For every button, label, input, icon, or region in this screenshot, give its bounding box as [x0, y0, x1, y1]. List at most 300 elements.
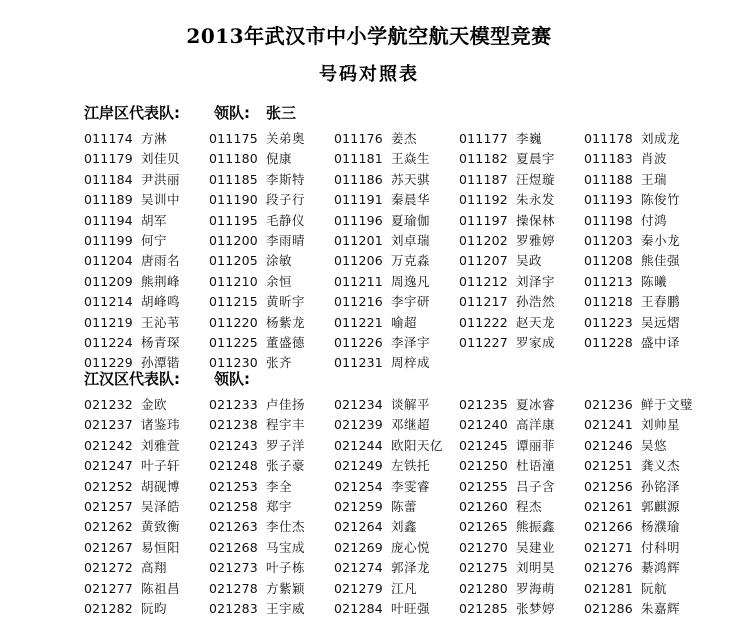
entry-item: [334, 211, 451, 231]
entry-name: 龚义杰: [641, 458, 681, 474]
entry-name: 谈解平: [391, 397, 431, 412]
entry-item: [459, 190, 576, 210]
entry-code: 021249: [334, 458, 383, 474]
entry-code: 021247: [84, 458, 133, 474]
entry-name: 周梓成: [391, 355, 431, 371]
entry-item: [584, 395, 701, 415]
entry-code: 021260: [459, 499, 508, 514]
entry-code: 021265: [459, 519, 508, 535]
entry-item: [459, 558, 576, 578]
entry-item: [209, 517, 326, 537]
entry-item: [459, 272, 576, 292]
entry-code: 021270: [459, 539, 508, 555]
entry-name: 罗子洋: [266, 437, 306, 453]
entry-name: 熊荆峰: [141, 273, 181, 289]
entry-name: 罗海萌: [516, 580, 556, 596]
entry-name: 李斯特: [266, 171, 306, 187]
entry-code: 021240: [459, 417, 508, 433]
entry-name: 段子行: [266, 192, 306, 208]
entry-code: 011216: [334, 294, 383, 310]
entry-code: 011195: [209, 212, 258, 228]
entry-name: 李仕杰: [266, 519, 306, 535]
entry-name: 卢佳扬: [266, 397, 306, 412]
entry-name: 刘明昊: [516, 560, 556, 576]
entry-item: [584, 170, 701, 190]
entry-code: 011199: [84, 233, 133, 248]
entry-code: 021284: [334, 601, 383, 616]
entry-code: 011190: [209, 192, 258, 208]
entry-code: 011230: [209, 355, 258, 371]
entry-name: 方淋: [141, 131, 168, 146]
entry-name: 刘帅星: [641, 417, 681, 433]
entry-name: 阮昀: [141, 601, 168, 616]
entry-name: 孙潭锴: [141, 355, 181, 371]
entry-code: 011218: [584, 294, 633, 310]
entry-item: [334, 538, 451, 558]
entry-name: 肖波: [641, 151, 668, 167]
entry-code: 011229: [84, 355, 133, 371]
entry-code: 021259: [334, 499, 383, 514]
entry-item: [459, 517, 576, 537]
entry-code: 021268: [209, 539, 258, 555]
entry-name: 董盛德: [266, 335, 306, 350]
entry-item: [459, 129, 576, 149]
entry-item: [334, 272, 451, 292]
entry-name: 刘泽宇: [516, 273, 556, 289]
entry-name: 余恒: [266, 273, 293, 289]
entry-item: [584, 558, 701, 578]
entry-code: 011194: [84, 212, 133, 228]
entry-name: 方紫颖: [266, 580, 306, 596]
entry-name: 王瑞: [641, 171, 668, 187]
entry-item: [84, 313, 201, 333]
entry-name: 涂敏: [266, 253, 293, 269]
entry-name: 郑宇: [266, 499, 293, 514]
entry-code: 011181: [334, 151, 383, 167]
entry-code: 011202: [459, 233, 508, 248]
entry-code: 021286: [584, 601, 633, 616]
entry-item: [584, 149, 701, 169]
entry-name: 张齐: [266, 355, 293, 371]
entry-item: [209, 395, 326, 415]
entry-name: 罗雅婷: [516, 233, 556, 248]
entry-item: [209, 538, 326, 558]
entry-name: 陈蕾: [391, 499, 418, 514]
entry-name: 孙浩然: [516, 294, 556, 310]
entry-name: 倪康: [266, 151, 293, 167]
entry-name: 易恒阳: [141, 539, 181, 555]
entry-name: 陈祖昌: [141, 580, 181, 596]
entry-code: 021266: [584, 519, 633, 535]
entry-item: [584, 292, 701, 312]
entry-item: [334, 497, 451, 517]
entry-code: 021274: [334, 560, 383, 576]
entry-code: 021250: [459, 458, 508, 474]
entry-name: 綦鸿辉: [641, 560, 681, 576]
entry-code: 011222: [459, 314, 508, 330]
entry-code: 011224: [84, 335, 133, 350]
entry-code: 021281: [584, 580, 633, 596]
entry-item: [584, 477, 701, 497]
entry-item: [209, 497, 326, 517]
entry-code: 021242: [84, 437, 133, 453]
entry-name: 叶子栋: [266, 560, 306, 576]
entry-code: 011211: [334, 273, 383, 289]
entry-code: 021244: [334, 437, 383, 453]
entry-name: 毛静仪: [266, 212, 306, 228]
entry-name: 邓继超: [391, 417, 431, 433]
entry-code: 021253: [209, 478, 258, 494]
entry-item: [84, 395, 201, 415]
entry-name: 朱嘉辉: [641, 601, 681, 616]
entry-code: 021257: [84, 499, 133, 514]
entry-code: 011187: [459, 171, 508, 187]
entry-item: [459, 599, 576, 619]
entry-code: 011197: [459, 212, 508, 228]
entry-code: 021258: [209, 499, 258, 514]
entry-item: [334, 558, 451, 578]
entry-name: 唐雨名: [141, 253, 181, 269]
entry-item: [459, 149, 576, 169]
entry-item: [334, 251, 451, 271]
entry-name: 夏瑜伽: [391, 212, 431, 228]
entry-name: 江凡: [391, 580, 418, 596]
entry-code: 011193: [584, 192, 633, 208]
entry-name: 李泽宇: [391, 335, 431, 350]
entry-item: [459, 313, 576, 333]
entry-code: 011186: [334, 171, 383, 187]
entry-item: [584, 231, 701, 251]
entry-code: 011204: [84, 253, 133, 269]
entry-item: [84, 415, 201, 435]
entry-code: 011209: [84, 273, 133, 289]
entry-name: 黄致衡: [141, 519, 181, 535]
entry-name: 诸鉴玮: [141, 417, 181, 433]
entry-code: 021283: [209, 601, 258, 616]
entry-name: 夏晨宇: [516, 151, 556, 167]
entry-code: 021272: [84, 560, 133, 576]
entry-item: [459, 456, 576, 476]
entry-name: 刘成龙: [641, 131, 681, 146]
entry-item: [459, 292, 576, 312]
entry-item: [584, 211, 701, 231]
entry-code: 021264: [334, 519, 383, 535]
entry-item: [459, 333, 576, 353]
entry-name: 张子豪: [266, 458, 306, 474]
entry-code: 011221: [334, 314, 383, 330]
entry-name: 刘佳贝: [141, 151, 181, 167]
entry-code: 021251: [584, 458, 633, 474]
entry-name: 鲜于文璧: [641, 397, 694, 412]
entry-name: 秦小龙: [641, 233, 681, 248]
leader-name: 张三: [266, 104, 297, 122]
entry-code: 011210: [209, 273, 258, 289]
entry-name: 阮航: [641, 580, 668, 596]
entry-name: 郭泽龙: [391, 560, 431, 576]
entry-item: [459, 415, 576, 435]
entry-code: 011189: [84, 192, 133, 208]
entry-item: [334, 599, 451, 619]
entry-item: [209, 599, 326, 619]
entry-item: [209, 579, 326, 599]
section-header: [84, 368, 734, 388]
entry-name: 庞心悦: [391, 539, 431, 555]
entry-code: 021271: [584, 539, 633, 555]
entry-name: 盛中译: [641, 335, 681, 350]
entry-code: 011203: [584, 233, 633, 248]
entry-item: [584, 333, 701, 353]
entry-item: [584, 129, 701, 149]
entry-code: 011219: [84, 314, 133, 330]
entry-item: [334, 333, 451, 353]
entry-code: 011184: [84, 171, 133, 187]
entry-item: [459, 395, 576, 415]
entry-name: 胡砚博: [141, 478, 181, 494]
entry-item: [584, 517, 701, 537]
entry-code: 011226: [334, 335, 383, 350]
entry-name: 吴建业: [516, 539, 556, 555]
entry-code: 011177: [459, 131, 508, 146]
entry-name: 李雨晴: [266, 233, 306, 248]
entry-item: [84, 538, 201, 558]
entry-item: [584, 313, 701, 333]
entry-code: 011212: [459, 273, 508, 289]
entry-name: 李全: [266, 478, 293, 494]
entry-code: 011200: [209, 233, 258, 248]
entry-code: 011192: [459, 192, 508, 208]
entry-name: 王宇威: [266, 601, 306, 616]
document-subtitle: 号码对照表: [319, 64, 419, 85]
entry-name: 陈曦: [641, 273, 668, 289]
entry-item: [459, 538, 576, 558]
entry-name: 张梦婷: [516, 601, 556, 616]
entry-name: 李宇研: [391, 294, 431, 310]
entry-code: 021277: [84, 580, 133, 596]
entry-item: [84, 170, 201, 190]
entry-code: 021239: [334, 417, 383, 433]
entry-name: 欧阳天亿: [391, 437, 444, 453]
entry-item: [209, 456, 326, 476]
entry-code: 011205: [209, 253, 258, 269]
entry-code: 011220: [209, 314, 258, 330]
entry-item: [209, 170, 326, 190]
entry-name: 马宝成: [266, 539, 306, 555]
entry-item: [209, 272, 326, 292]
entry-code: 021275: [459, 560, 508, 576]
entry-name: 李巍: [516, 131, 543, 146]
entry-code: 021262: [84, 519, 133, 535]
entry-name: 黄昕宇: [266, 294, 306, 310]
entry-item: [459, 436, 576, 456]
entry-name: 谭丽菲: [516, 437, 556, 453]
entry-name: 关弟奥: [266, 131, 306, 146]
entry-code: 011196: [334, 212, 383, 228]
entry-item: [84, 251, 201, 271]
entry-code: 021243: [209, 437, 258, 453]
entry-item: [584, 456, 701, 476]
entry-name: 尹洪丽: [141, 171, 181, 187]
entry-item: [584, 538, 701, 558]
entry-name: 叶子轩: [141, 458, 181, 474]
entry-item: [334, 579, 451, 599]
entry-code: 021279: [334, 580, 383, 596]
entry-item: [209, 129, 326, 149]
entry-item: [334, 292, 451, 312]
entry-item: [459, 231, 576, 251]
entry-code: 011178: [584, 131, 633, 146]
entry-code: 011182: [459, 151, 508, 167]
entry-code: 021263: [209, 519, 258, 535]
entry-code: 021241: [584, 417, 633, 433]
entry-name: 杨紫龙: [266, 314, 306, 330]
leader-label: 领队:: [214, 370, 250, 388]
entry-name: 高洋康: [516, 417, 556, 433]
entry-code: 011201: [334, 233, 383, 248]
entry-code: 021255: [459, 478, 508, 494]
entry-item: [84, 456, 201, 476]
entry-name: 熊佳强: [641, 253, 681, 269]
entry-item: [334, 415, 451, 435]
entry-item: [459, 477, 576, 497]
entry-item: [209, 292, 326, 312]
entry-item: [209, 558, 326, 578]
entry-name: 喻超: [391, 314, 418, 330]
entry-code: 011174: [84, 131, 133, 146]
leader-label: 领队:: [214, 104, 250, 122]
entry-name: 姜杰: [391, 131, 418, 146]
entry-item: [334, 231, 451, 251]
entry-name: 高翔: [141, 560, 168, 576]
entry-item: [334, 436, 451, 456]
entry-code: 011176: [334, 131, 383, 146]
entry-item: [84, 436, 201, 456]
entry-name: 罗家成: [516, 335, 556, 350]
entry-item: [209, 190, 326, 210]
entry-name: 吴政: [516, 253, 543, 269]
entry-name: 李雯睿: [391, 478, 431, 494]
entry-name: 杜语潼: [516, 458, 556, 474]
entry-code: 011227: [459, 335, 508, 350]
entry-item: [584, 599, 701, 619]
entry-item: [334, 313, 451, 333]
entry-code: 011179: [84, 151, 133, 167]
entry-code: 021236: [584, 397, 633, 412]
entry-name: 杨青琛: [141, 335, 181, 350]
entry-name: 秦晨华: [391, 192, 431, 208]
entry-code: 021278: [209, 580, 258, 596]
entry-code: 021234: [334, 397, 383, 412]
entry-code: 011207: [459, 253, 508, 269]
team-label: 江岸区代表队:: [84, 104, 180, 122]
entry-code: 021273: [209, 560, 258, 576]
entry-code: 021235: [459, 397, 508, 412]
entry-code: 011231: [334, 355, 383, 371]
entry-item: [334, 149, 451, 169]
entry-code: 011180: [209, 151, 258, 167]
entry-item: [84, 231, 201, 251]
entry-item: [84, 558, 201, 578]
entry-item: [459, 579, 576, 599]
section-jianghan: [84, 368, 734, 616]
section-jiangan: [84, 102, 734, 371]
entry-name: 吕子含: [516, 478, 556, 494]
entry-name: 吴泽皓: [141, 499, 181, 514]
entry-item: [209, 149, 326, 169]
entry-name: 杨濮瑜: [641, 519, 681, 535]
entry-name: 汪煜璇: [516, 171, 556, 187]
entry-item: [209, 436, 326, 456]
entry-item: [459, 251, 576, 271]
entry-item: [84, 272, 201, 292]
entry-name: 郭麒源: [641, 499, 681, 514]
entry-name: 朱永发: [516, 192, 556, 208]
entry-name: 何宁: [141, 233, 168, 248]
entry-name: 程杰: [516, 499, 543, 514]
entry-item: [584, 497, 701, 517]
entry-item: [334, 129, 451, 149]
entry-code: 021254: [334, 478, 383, 494]
entry-item: [584, 190, 701, 210]
entry-item: [209, 477, 326, 497]
entry-code: 011213: [584, 273, 633, 289]
entry-name: 吴悠: [641, 437, 668, 453]
entry-item: [334, 395, 451, 415]
entry-code: 021233: [209, 397, 258, 412]
entry-item: [334, 190, 451, 210]
entry-code: 011215: [209, 294, 258, 310]
entry-code: 021280: [459, 580, 508, 596]
section-header: [84, 102, 734, 122]
entry-name: 刘卓瑞: [391, 233, 431, 248]
entry-code: 011183: [584, 151, 633, 167]
entry-item: [209, 415, 326, 435]
entry-item: [209, 231, 326, 251]
document-title: 2013年武汉市中小学航空航天模型竞赛: [186, 24, 552, 48]
entry-name: 程宇丰: [266, 417, 306, 433]
entry-code: 021237: [84, 417, 133, 433]
entry-name: 左铁托: [391, 458, 431, 474]
entry-code: 011223: [584, 314, 633, 330]
entry-code: 011225: [209, 335, 258, 350]
entry-name: 吴远熠: [641, 314, 681, 330]
entry-item: [84, 129, 201, 149]
entry-name: 刘鑫: [391, 519, 418, 535]
entry-name: 刘雅萱: [141, 437, 181, 453]
entry-code: 011185: [209, 171, 258, 187]
entry-item: [334, 477, 451, 497]
entry-code: 021232: [84, 397, 133, 412]
entry-code: 011198: [584, 212, 633, 228]
entry-item: [334, 456, 451, 476]
entry-code: 021252: [84, 478, 133, 494]
entry-code: 021248: [209, 458, 258, 474]
entry-code: 021276: [584, 560, 633, 576]
entry-item: [334, 170, 451, 190]
entry-name: 万克淼: [391, 253, 431, 269]
entry-name: 夏冰睿: [516, 397, 556, 412]
entry-name: 付科明: [641, 539, 681, 555]
entry-item: [209, 313, 326, 333]
entry-item: [584, 579, 701, 599]
entry-name: 赵天龙: [516, 314, 556, 330]
entry-item: [459, 170, 576, 190]
entry-code: 011228: [584, 335, 633, 350]
entry-name: 金欧: [141, 397, 168, 412]
entry-code: 021245: [459, 437, 508, 453]
entry-name: 胡军: [141, 212, 168, 228]
entry-code: 011175: [209, 131, 258, 146]
entry-name: 苏天骐: [391, 171, 431, 187]
